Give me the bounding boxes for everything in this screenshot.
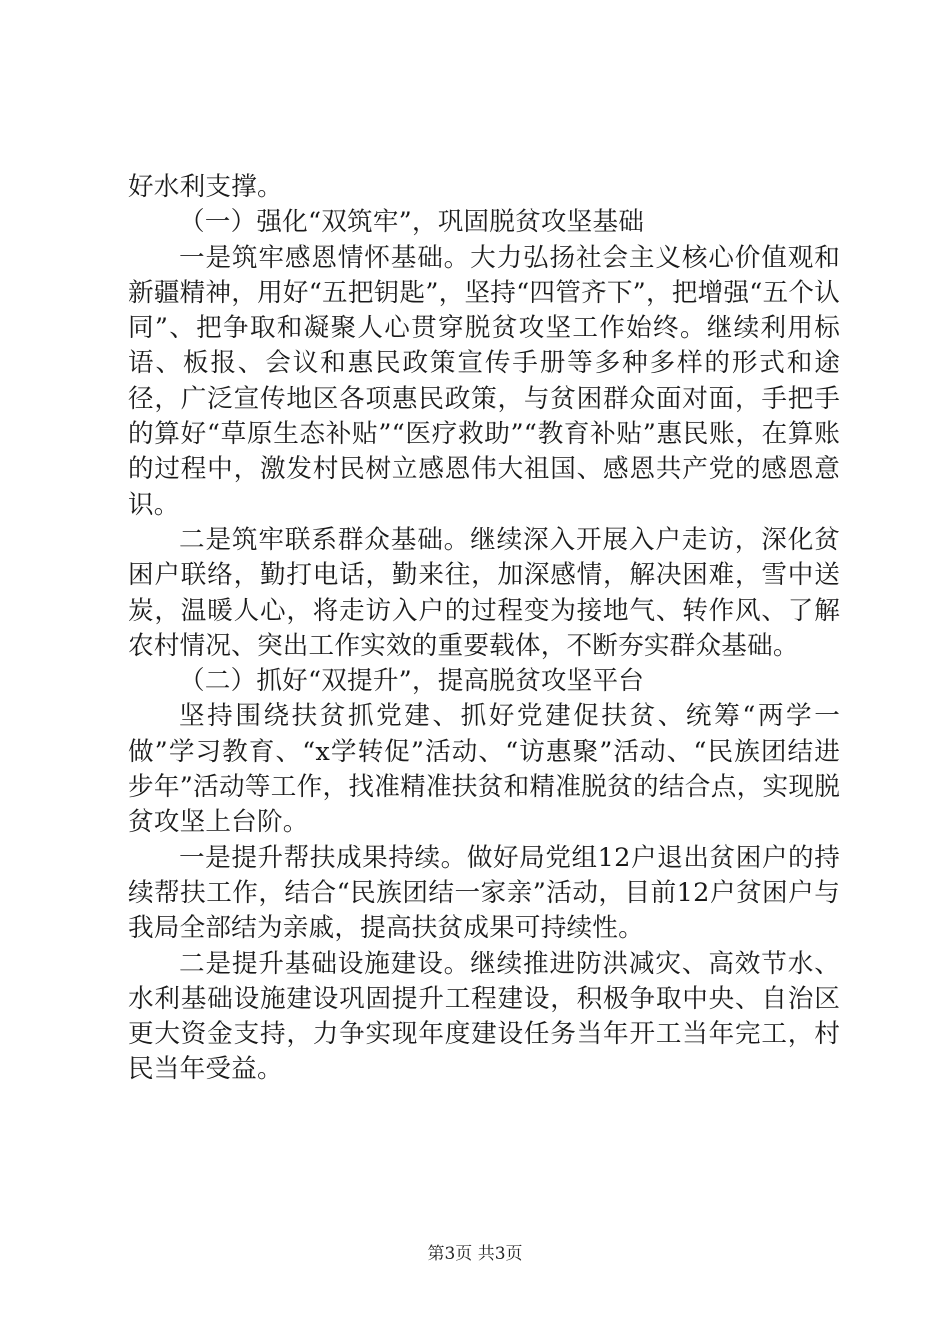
section-heading-2: （二）抓好“双提升”，提高脱贫攻坚平台 [179,666,645,697]
page-total: 共3页 [477,1244,523,1264]
paragraph-assistance: 一是提升帮扶成果持续。做好局党组12户退出贫困户的持续帮扶工作，结合“民族团结一家亲”活动，目前12户贫困户与我局全部结为亲戚，提高扶贫成果可持续性。 [128,842,840,944]
page-footer [0,1243,950,1265]
paragraph-masses: 二是筑牢联系群众基础。继续深入开展入户走访，深化贫困户联络，勤打电话，勤来往，加深感情，解决困难，雪中送炭，温暖人心，将走访入户的过程变为接地气、转作风、了解农村情况、突出工作实效的重要载体，不断夯实群众基础。 [128,524,840,661]
paragraph-infrastructure: 二是提升基础设施建设。继续推进防洪减灾、高效节水、水利基础设施建设巩固提升工程建设，积极争取中央、自治区更大资金支持，力争实现年度建设任务当年开工当年完工，村民当年受益。 [128,948,840,1085]
paragraph-party-building: 坚持围绕扶贫抓党建、抓好党建促扶贫、统筹“两学一做”学习教育、“x学转促”活动、“访惠聚”活动、“民族团结进步年”活动等工作，找准精准扶贫和精准脱贫的结合点，实现脱贫攻坚上台阶。 [128,701,840,838]
page-number: 第3页 [427,1244,473,1264]
paragraph-continuation: 好水利支撑。 [128,172,283,202]
paragraph-gratitude: 一是筑牢感恩情怀基础。大力弘扬社会主义核心价值观和新疆精神，用好“五把钥匙”，坚持“四管齐下”，把增强“五个认同”、把争取和凝聚人心贯穿脱贫攻坚工作始终。继续利用标语、板报、会议和惠民政策宣传手册等多种多样的形式和途径，广泛宣传地区各项惠民政策，与贫困群众面对面，手把手的算好“草原生态补贴”“医疗救助”“教育补贴”惠民账，在算账的过程中，激发村民树立感恩伟大祖国、感恩共产党的感恩意识。 [128,242,840,520]
section-heading-1: （一）强化“双筑牢”，巩固脱贫攻坚基础 [179,207,645,238]
document-body [128,170,840,1088]
